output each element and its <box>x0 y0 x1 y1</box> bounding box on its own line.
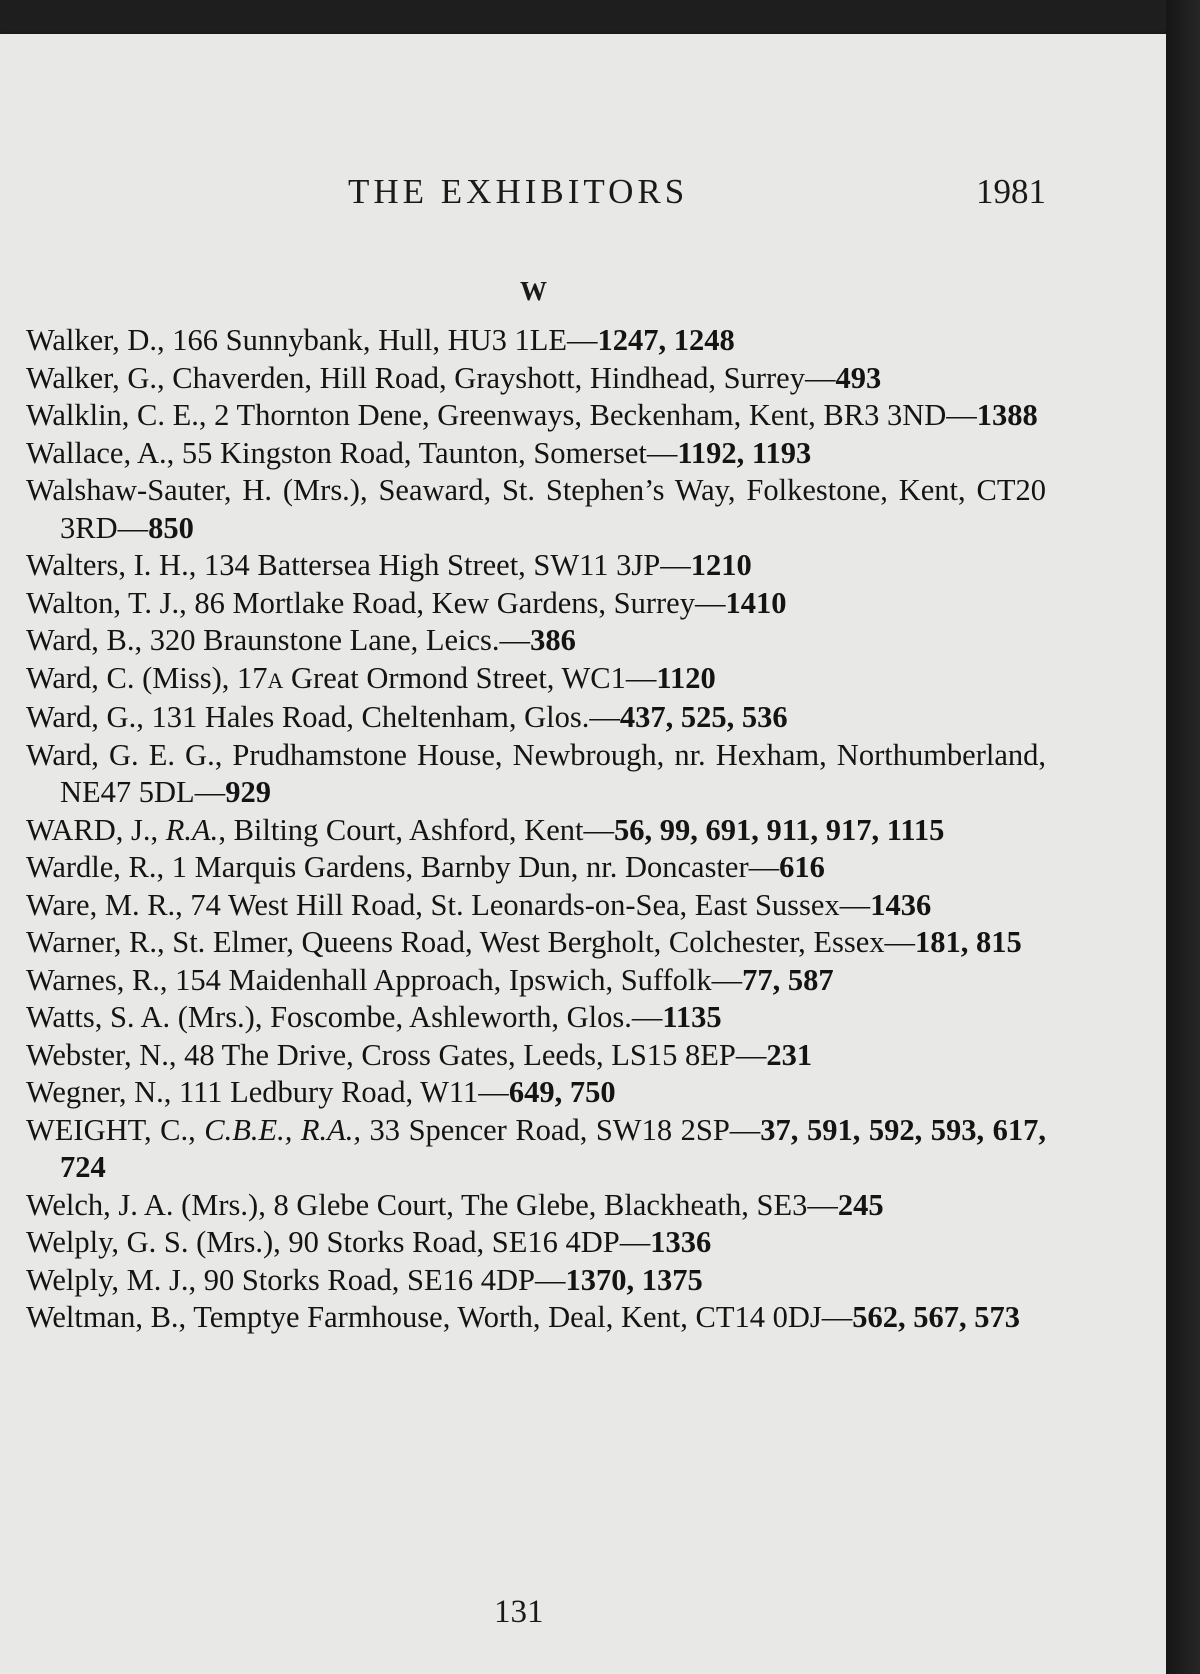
exhibitor-name-address: Walton, T. J., 86 Mortlake Road, Kew Gardens, Surrey— <box>26 585 726 620</box>
exhibitor-entry <box>26 397 1046 435</box>
exhibitor-entry <box>26 962 1046 1000</box>
catalogue-numbers: 37, 591, 592, 593, 617, 724 <box>60 1112 1046 1184</box>
exhibitor-entry <box>26 1074 1046 1112</box>
exhibitor-entry <box>26 435 1046 473</box>
exhibitor-name-address: Walker, G., Chaverden, Hill Road, Grayshott, Hindhead, Surrey— <box>26 360 836 395</box>
exhibitor-entry <box>26 472 1046 547</box>
catalogue-numbers: 493 <box>835 360 882 395</box>
scan-edge <box>1166 0 1200 1674</box>
exhibitor-list <box>26 322 1046 1337</box>
exhibitor-entry <box>26 737 1046 812</box>
exhibitor-name-address: Watts, S. A. (Mrs.), Foscombe, Ashleworth, Glos.— <box>26 1000 663 1034</box>
exhibitor-name-address: Walker, D., 166 Sunnybank, Hull, HU3 1LE— <box>26 323 598 357</box>
exhibitor-name-address: Welply, G. S. (Mrs.), 90 Storks Road, SE16 4DP— <box>26 1225 651 1259</box>
exhibitor-entry <box>26 322 1046 360</box>
exhibitor-address: Great Ormond Street, WC1— <box>283 660 657 695</box>
exhibitor-entry <box>26 360 1046 398</box>
exhibitor-entry <box>26 999 1046 1037</box>
catalogue-numbers: 1370, 1375 <box>565 1262 703 1297</box>
exhibitor-name-address: Warnes, R., 154 Maidenhall Approach, Ipswich, Suffolk— <box>26 962 743 997</box>
exhibitor-entry <box>26 1187 1046 1225</box>
running-header <box>0 152 1166 212</box>
running-title: THE EXHIBITORS <box>348 172 689 211</box>
exhibitor-name-address: Ward, B., 320 Braunstone Lane, Leics.— <box>26 623 531 657</box>
catalogue-numbers: 649, 750 <box>508 1075 616 1109</box>
exhibitor-name-address: Ward, G., 131 Hales Road, Cheltenham, Glos.— <box>26 700 620 734</box>
catalogue-numbers: 1120 <box>656 660 716 695</box>
exhibitor-entry <box>26 660 1046 700</box>
exhibitor-name-address: Ware, M. R., 74 West Hill Road, St. Leonards-on-Sea, East Sussex— <box>26 887 871 922</box>
catalogue-numbers: 1436 <box>870 887 932 922</box>
catalogue-numbers: 245 <box>837 1187 884 1222</box>
exhibitor-name-address: Weltman, B., Temptye Farmhouse, Worth, Deal, Kent, CT14 0DJ— <box>26 1300 853 1334</box>
exhibitor-name-address: Walshaw-Sauter, H. (Mrs.), Seaward, St. Stephen’s Way, Folkestone, Kent, CT20 3RD— <box>26 473 1046 545</box>
exhibitor-entry <box>26 699 1046 737</box>
exhibitor-name-address: WEIGHT, C., <box>26 1112 205 1147</box>
running-year: 1981 <box>976 172 1046 211</box>
exhibitor-honours: R.A. <box>165 812 219 847</box>
exhibitor-name-address: Warner, R., St. Elmer, Queens Road, West Bergholt, Colchester, Essex— <box>26 925 916 959</box>
exhibitor-entry <box>26 1224 1046 1262</box>
exhibitor-name-address: Wardle, R., 1 Marquis Gardens, Barnby Dun, nr. Doncaster— <box>26 850 780 884</box>
catalogue-numbers: 1388 <box>976 398 1038 432</box>
exhibitor-name-address: Walklin, C. E., 2 Thornton Dene, Greenways, Beckenham, Kent, BR3 3ND— <box>26 398 977 432</box>
exhibitor-entry <box>26 849 1046 887</box>
catalogue-numbers: 1135 <box>662 1000 722 1034</box>
exhibitor-address: 33 Spencer Road, SW18 2SP— <box>361 1112 761 1147</box>
catalogue-numbers: 1192, 1193 <box>677 435 812 470</box>
exhibitor-entry <box>26 812 1046 850</box>
exhibitor-entry <box>26 547 1046 585</box>
exhibitor-name-address: WARD, J., <box>26 812 166 847</box>
exhibitor-name-address: Ward, G. E. G., Prudhamstone House, Newbrough, nr. Hexham, Northumberland, NE47 5DL— <box>26 737 1046 809</box>
catalogue-numbers: 562, 567, 573 <box>852 1300 1020 1334</box>
exhibitor-name-address: Walters, I. H., 134 Battersea High Street, SW11 3JP— <box>26 548 691 582</box>
exhibitor-name-address: Ward, C. (Miss), 17 <box>26 660 268 695</box>
catalogue-numbers: 1210 <box>690 548 752 582</box>
exhibitor-name-address: Welch, J. A. (Mrs.), 8 Glebe Court, The Glebe, Blackheath, SE3— <box>26 1187 838 1222</box>
catalogue-numbers: 1247, 1248 <box>597 323 735 357</box>
exhibitor-entry <box>26 622 1046 660</box>
catalogue-numbers: 850 <box>148 510 194 545</box>
catalogue-numbers: 1336 <box>650 1225 712 1259</box>
page-number: 131 <box>494 1594 544 1630</box>
exhibitor-name-address: Wegner, N., 111 Ledbury Road, W11— <box>26 1075 509 1109</box>
exhibitor-honours: C.B.E., R.A., <box>204 1112 362 1147</box>
catalogue-numbers: 77, 587 <box>742 962 834 997</box>
address-small-cap: A <box>267 667 284 693</box>
exhibitor-entry <box>26 1037 1046 1075</box>
exhibitor-name-address: Webster, N., 48 The Drive, Cross Gates, Leeds, LS15 8EP— <box>26 1037 767 1072</box>
exhibitor-name-address: Welply, M. J., 90 Storks Road, SE16 4DP— <box>26 1262 566 1297</box>
catalogue-numbers: 616 <box>779 850 825 884</box>
exhibitor-entry <box>26 924 1046 962</box>
exhibitor-entry <box>26 887 1046 925</box>
catalogue-numbers: 56, 99, 691, 911, 917, 1115 <box>613 812 945 847</box>
catalogue-numbers: 929 <box>225 775 271 809</box>
exhibitor-entry <box>26 1112 1046 1187</box>
section-letter: W <box>520 276 547 306</box>
catalogue-numbers: 231 <box>766 1037 813 1072</box>
catalogue-numbers: 181, 815 <box>915 925 1022 959</box>
catalogue-numbers: 386 <box>530 623 576 657</box>
exhibitor-entry <box>26 1299 1046 1337</box>
catalogue-numbers: 1410 <box>725 585 787 620</box>
exhibitor-entry <box>26 585 1046 623</box>
exhibitor-entry <box>26 1262 1046 1300</box>
exhibitor-name-address: Wallace, A., 55 Kingston Road, Taunton, Somerset— <box>26 435 678 470</box>
book-page <box>0 34 1166 1674</box>
exhibitor-address: , Bilting Court, Ashford, Kent— <box>218 812 614 847</box>
catalogue-numbers: 437, 525, 536 <box>619 700 788 734</box>
